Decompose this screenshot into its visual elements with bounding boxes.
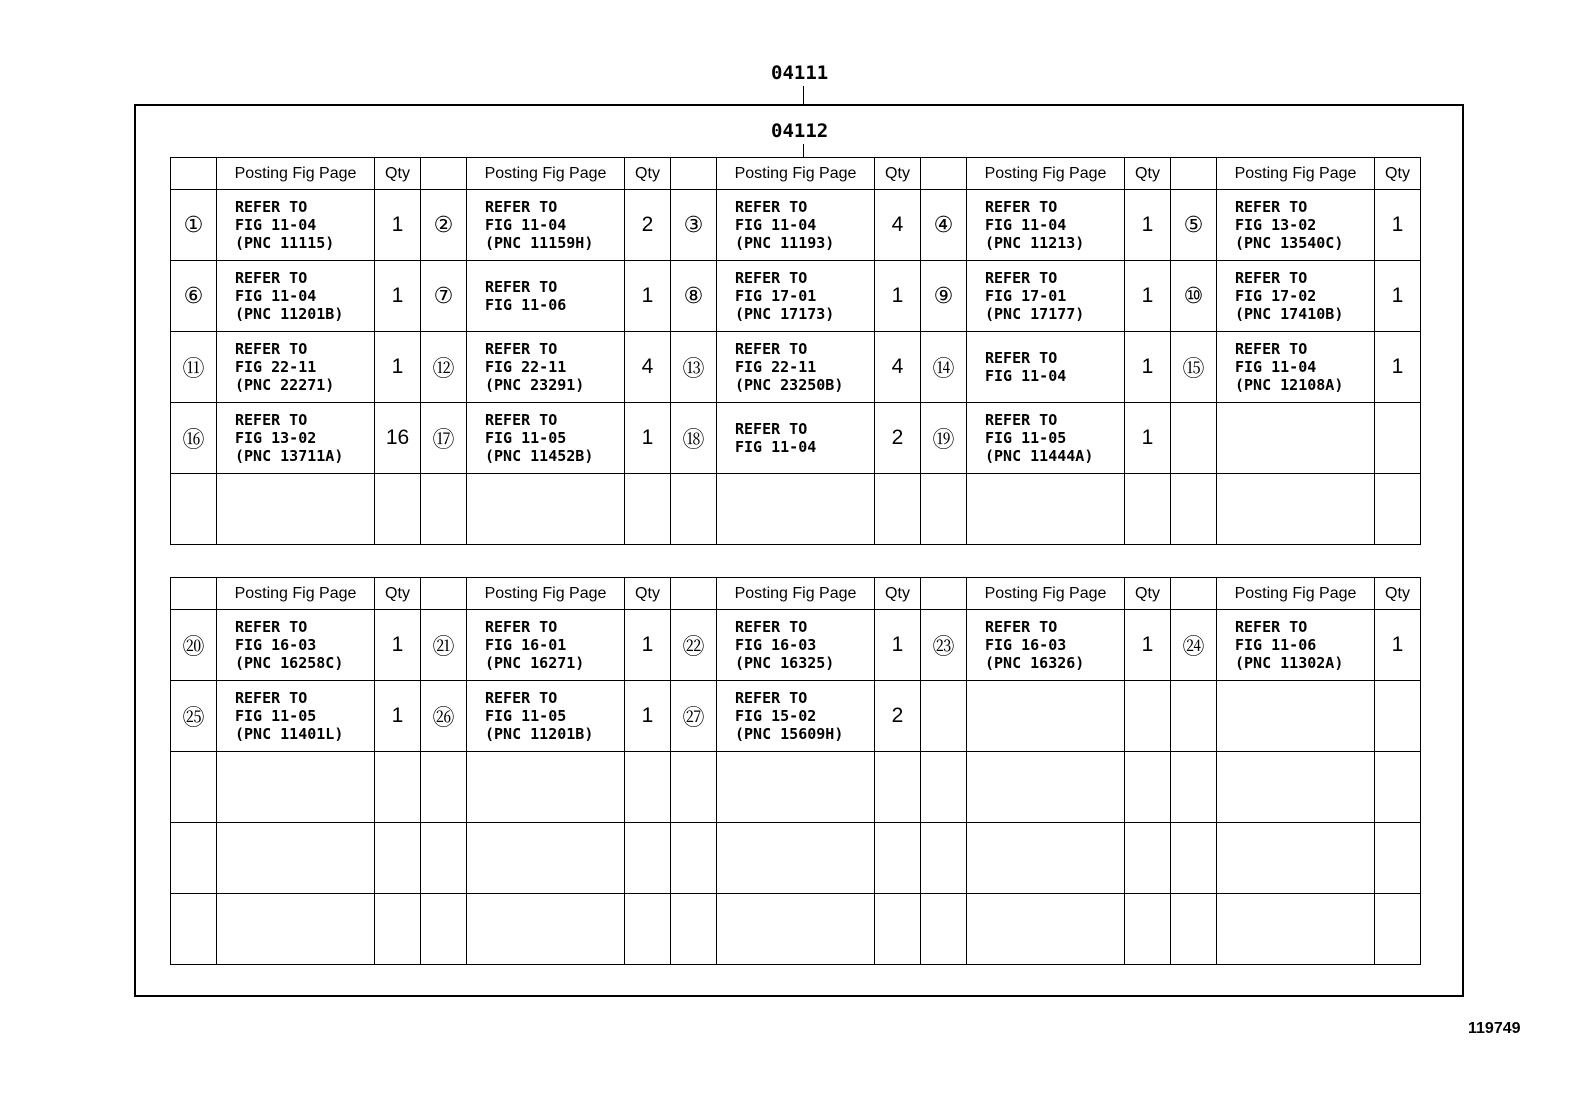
inner-block-label: 04112 [771, 120, 829, 142]
posting-reference: REFER TO FIG 11-05 (PNC 11401L) [217, 681, 375, 752]
item-number [171, 752, 217, 823]
item-number [171, 474, 217, 545]
posting-fig-page-header: Posting Fig Page [967, 158, 1125, 190]
quantity [625, 823, 671, 894]
item-number: ⑲ [921, 403, 967, 474]
posting-reference [717, 752, 875, 823]
quantity: 1 [1375, 610, 1421, 681]
inner-leader-line [803, 144, 804, 158]
posting-reference: REFER TO FIG 22-11 (PNC 23250B) [717, 332, 875, 403]
item-number [1171, 823, 1217, 894]
posting-reference [1217, 474, 1375, 545]
quantity [375, 823, 421, 894]
table-row [171, 681, 1421, 752]
posting-fig-page-header: Posting Fig Page [717, 578, 875, 610]
posting-reference: REFER TO FIG 17-02 (PNC 17410B) [1217, 261, 1375, 332]
posting-fig-page-header: Posting Fig Page [467, 158, 625, 190]
posting-reference: REFER TO FIG 11-04 (PNC 11159H) [467, 190, 625, 261]
posting-fig-page-header: Posting Fig Page [467, 578, 625, 610]
quantity: 2 [875, 403, 921, 474]
posting-reference [967, 752, 1125, 823]
posting-fig-page-header: Posting Fig Page [717, 158, 875, 190]
quantity [625, 752, 671, 823]
posting-reference [467, 894, 625, 965]
item-number: ㉑ [421, 610, 467, 681]
posting-reference: REFER TO FIG 22-11 (PNC 23291) [467, 332, 625, 403]
table-row [171, 752, 1421, 823]
table-row [171, 403, 1421, 474]
posting-reference [1217, 681, 1375, 752]
quantity: 4 [625, 332, 671, 403]
quantity [375, 894, 421, 965]
quantity [1375, 474, 1421, 545]
posting-reference: REFER TO FIG 11-04 (PNC 11213) [967, 190, 1125, 261]
quantity [625, 474, 671, 545]
quantity [375, 474, 421, 545]
item-number [671, 894, 717, 965]
posting-reference: REFER TO FIG 22-11 (PNC 22271) [217, 332, 375, 403]
item-number: ㉔ [1171, 610, 1217, 681]
quantity [1125, 752, 1171, 823]
quantity: 1 [1375, 190, 1421, 261]
quantity: 1 [1125, 403, 1171, 474]
posting-reference [717, 474, 875, 545]
quantity [1125, 894, 1171, 965]
table-header-row [171, 578, 1421, 610]
posting-reference: REFER TO FIG 17-01 (PNC 17173) [717, 261, 875, 332]
posting-reference: REFER TO FIG 11-05 (PNC 11444A) [967, 403, 1125, 474]
posting-reference: REFER TO FIG 11-04 (PNC 11193) [717, 190, 875, 261]
parts-table-bottom [170, 577, 1421, 965]
item-number [421, 823, 467, 894]
qty-header: Qty [1125, 158, 1171, 190]
quantity [875, 752, 921, 823]
posting-reference: REFER TO FIG 16-03 (PNC 16326) [967, 610, 1125, 681]
item-number: ⑪ [171, 332, 217, 403]
posting-reference [1217, 823, 1375, 894]
posting-reference [217, 823, 375, 894]
outer-box-label: 04111 [771, 62, 829, 84]
posting-reference: REFER TO FIG 16-03 (PNC 16325) [717, 610, 875, 681]
quantity: 4 [875, 190, 921, 261]
quantity: 1 [375, 190, 421, 261]
table-row [171, 474, 1421, 545]
quantity: 1 [1375, 332, 1421, 403]
qty-header: Qty [625, 578, 671, 610]
quantity [875, 474, 921, 545]
item-number: ⑱ [671, 403, 717, 474]
item-number: ⑧ [671, 261, 717, 332]
quantity [625, 894, 671, 965]
qty-header: Qty [1375, 158, 1421, 190]
number-header [671, 578, 717, 610]
posting-reference: REFER TO FIG 13-02 (PNC 13540C) [1217, 190, 1375, 261]
quantity: 1 [375, 681, 421, 752]
posting-fig-page-header: Posting Fig Page [1217, 158, 1375, 190]
posting-reference [217, 474, 375, 545]
posting-reference [717, 823, 875, 894]
item-number [671, 474, 717, 545]
outer-leader-line [803, 86, 804, 104]
table-row [171, 894, 1421, 965]
item-number: ⑨ [921, 261, 967, 332]
qty-header: Qty [875, 158, 921, 190]
number-header [421, 578, 467, 610]
item-number [921, 474, 967, 545]
item-number [671, 752, 717, 823]
item-number: ⑦ [421, 261, 467, 332]
posting-reference: REFER TO FIG 11-04 (PNC 11201B) [217, 261, 375, 332]
item-number [171, 823, 217, 894]
qty-header: Qty [375, 158, 421, 190]
posting-fig-page-header: Posting Fig Page [217, 578, 375, 610]
qty-header: Qty [1125, 578, 1171, 610]
posting-reference: REFER TO FIG 13-02 (PNC 13711A) [217, 403, 375, 474]
item-number: ④ [921, 190, 967, 261]
posting-reference: REFER TO FIG 11-06 [467, 261, 625, 332]
posting-reference: REFER TO FIG 17-01 (PNC 17177) [967, 261, 1125, 332]
item-number: ① [171, 190, 217, 261]
quantity: 1 [375, 610, 421, 681]
quantity [375, 752, 421, 823]
quantity: 1 [1375, 261, 1421, 332]
item-number [421, 474, 467, 545]
posting-reference: REFER TO FIG 11-06 (PNC 11302A) [1217, 610, 1375, 681]
item-number: ③ [671, 190, 717, 261]
quantity: 1 [625, 261, 671, 332]
quantity: 1 [625, 681, 671, 752]
table-row [171, 190, 1421, 261]
posting-reference [967, 894, 1125, 965]
item-number [921, 894, 967, 965]
quantity: 16 [375, 403, 421, 474]
quantity: 2 [625, 190, 671, 261]
posting-fig-page-header: Posting Fig Page [967, 578, 1125, 610]
item-number: ⑫ [421, 332, 467, 403]
posting-fig-page-header: Posting Fig Page [1217, 578, 1375, 610]
item-number [1171, 403, 1217, 474]
item-number [1171, 681, 1217, 752]
quantity: 1 [1125, 261, 1171, 332]
qty-header: Qty [875, 578, 921, 610]
illustration-id: 119749 [1468, 1020, 1521, 1037]
item-number: ⑤ [1171, 190, 1217, 261]
number-header [921, 158, 967, 190]
posting-fig-page-header: Posting Fig Page [217, 158, 375, 190]
quantity [1125, 823, 1171, 894]
item-number: ㉕ [171, 681, 217, 752]
quantity: 1 [875, 261, 921, 332]
quantity: 1 [375, 332, 421, 403]
number-header [171, 158, 217, 190]
item-number [921, 681, 967, 752]
posting-reference: REFER TO FIG 11-04 [967, 332, 1125, 403]
item-number [421, 752, 467, 823]
number-header [1171, 578, 1217, 610]
posting-reference [1217, 403, 1375, 474]
quantity: 4 [875, 332, 921, 403]
qty-header: Qty [375, 578, 421, 610]
number-header [921, 578, 967, 610]
posting-reference [967, 681, 1125, 752]
posting-reference: REFER TO FIG 16-03 (PNC 16258C) [217, 610, 375, 681]
number-header [671, 158, 717, 190]
number-header [171, 578, 217, 610]
quantity [875, 894, 921, 965]
item-number: ⑬ [671, 332, 717, 403]
item-number: ⑮ [1171, 332, 1217, 403]
qty-header: Qty [625, 158, 671, 190]
quantity [1125, 474, 1171, 545]
posting-reference: REFER TO FIG 11-04 [717, 403, 875, 474]
item-number [921, 823, 967, 894]
posting-reference: REFER TO FIG 11-05 (PNC 11201B) [467, 681, 625, 752]
number-header [1171, 158, 1217, 190]
posting-reference [967, 474, 1125, 545]
quantity [1125, 681, 1171, 752]
posting-reference [717, 894, 875, 965]
quantity: 1 [1125, 190, 1171, 261]
item-number: ⑭ [921, 332, 967, 403]
item-number: ㉗ [671, 681, 717, 752]
item-number [171, 894, 217, 965]
quantity: 1 [1125, 610, 1171, 681]
posting-reference: REFER TO FIG 15-02 (PNC 15609H) [717, 681, 875, 752]
table-row [171, 332, 1421, 403]
item-number: ② [421, 190, 467, 261]
quantity: 2 [875, 681, 921, 752]
posting-reference [1217, 894, 1375, 965]
item-number: ⑳ [171, 610, 217, 681]
posting-reference: REFER TO FIG 11-05 (PNC 11452B) [467, 403, 625, 474]
quantity: 1 [1125, 332, 1171, 403]
quantity [875, 823, 921, 894]
posting-reference [217, 894, 375, 965]
posting-reference [1217, 752, 1375, 823]
item-number: ㉒ [671, 610, 717, 681]
posting-reference: REFER TO FIG 16-01 (PNC 16271) [467, 610, 625, 681]
posting-reference [467, 752, 625, 823]
item-number [1171, 752, 1217, 823]
item-number: ⑰ [421, 403, 467, 474]
item-number [1171, 894, 1217, 965]
quantity [1375, 823, 1421, 894]
quantity: 1 [375, 261, 421, 332]
quantity [1375, 403, 1421, 474]
parts-table-top [170, 157, 1421, 545]
posting-reference [217, 752, 375, 823]
number-header [421, 158, 467, 190]
quantity: 1 [625, 403, 671, 474]
quantity: 1 [875, 610, 921, 681]
item-number: ㉓ [921, 610, 967, 681]
table-row [171, 261, 1421, 332]
item-number: ⑩ [1171, 261, 1217, 332]
posting-reference [467, 474, 625, 545]
posting-reference: REFER TO FIG 11-04 (PNC 11115) [217, 190, 375, 261]
item-number: ㉖ [421, 681, 467, 752]
item-number [1171, 474, 1217, 545]
posting-reference [467, 823, 625, 894]
item-number [671, 823, 717, 894]
quantity: 1 [625, 610, 671, 681]
quantity [1375, 894, 1421, 965]
posting-reference: REFER TO FIG 11-04 (PNC 12108A) [1217, 332, 1375, 403]
item-number [921, 752, 967, 823]
posting-reference [967, 823, 1125, 894]
qty-header: Qty [1375, 578, 1421, 610]
item-number: ⑥ [171, 261, 217, 332]
table-row [171, 823, 1421, 894]
table-header-row [171, 158, 1421, 190]
item-number [421, 894, 467, 965]
item-number: ⑯ [171, 403, 217, 474]
quantity [1375, 681, 1421, 752]
quantity [1375, 752, 1421, 823]
table-row [171, 610, 1421, 681]
